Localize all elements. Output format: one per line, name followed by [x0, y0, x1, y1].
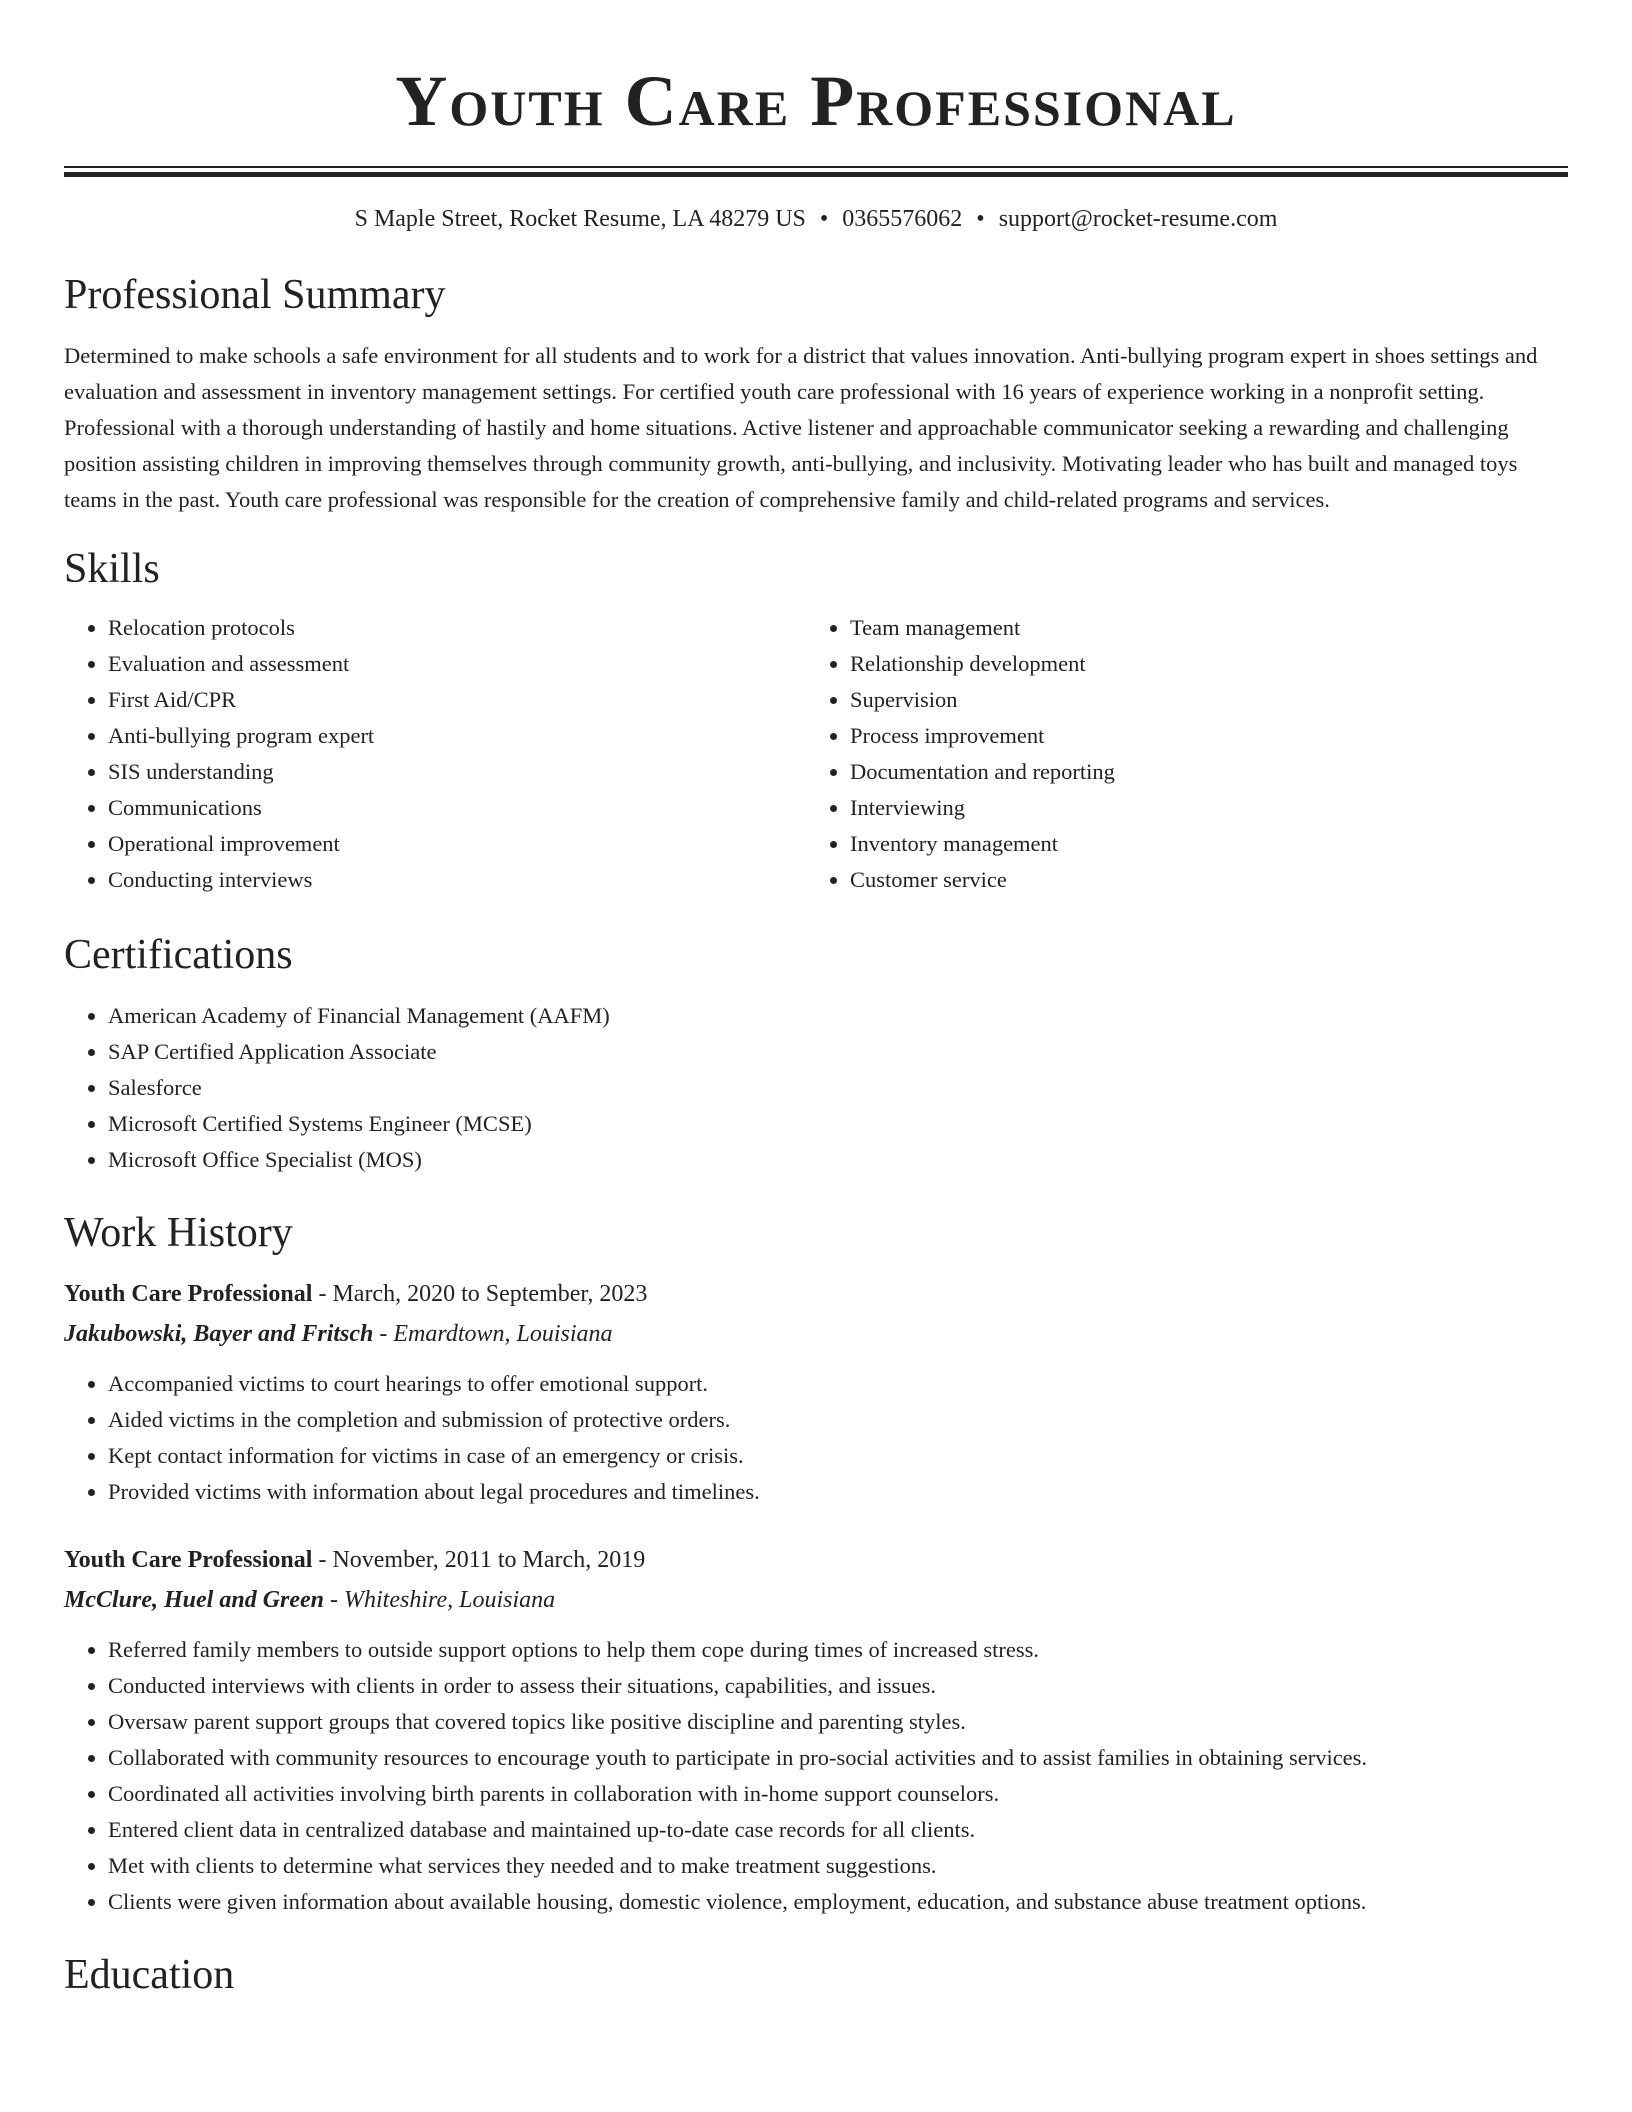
- job-entry: [64, 1540, 1568, 1920]
- job-title: Youth Care Professional: [64, 1281, 313, 1307]
- contact-line: [64, 204, 1568, 234]
- job-bullet: • Accompanied victims to court hearings to offer emotional support.: [108, 1366, 1568, 1402]
- contact-email[interactable]: support@rocket-resume.com: [998, 206, 1278, 232]
- job-company-line: [64, 1580, 1568, 1620]
- job-bullet: • Aided victims in the completion and submission of protective orders.: [108, 1402, 1568, 1438]
- job-bullets: [64, 1632, 1568, 1920]
- contact-separator: •: [819, 206, 829, 232]
- job-bullet: • Referred family members to outside support options to help them cope during times of increased stress.: [108, 1632, 1568, 1668]
- skill-item: • Operational improvement: [108, 826, 806, 862]
- job-title-line: [64, 1274, 1568, 1314]
- header-divider: [64, 166, 1568, 178]
- job-company: Jakubowski, Bayer and Fritsch: [64, 1321, 374, 1347]
- summary-heading: Professional Summary: [64, 272, 446, 318]
- certification-item: • Microsoft Certified Systems Engineer (MCSE): [108, 1106, 1568, 1142]
- job-location: - Whiteshire, Louisiana: [324, 1587, 556, 1613]
- job-dates: - November, 2011 to March, 2019: [312, 1547, 646, 1573]
- certification-item: • SAP Certified Application Associate: [108, 1034, 1568, 1070]
- job-title-line: [64, 1540, 1568, 1580]
- skill-item: • Anti-bullying program expert: [108, 718, 806, 754]
- skill-item: • Conducting interviews: [108, 862, 806, 898]
- job-entry: [64, 1274, 1568, 1510]
- contact-address: S Maple Street, Rocket Resume, LA 48279 US: [354, 206, 806, 232]
- job-dates: - March, 2020 to September, 2023: [312, 1281, 648, 1307]
- skills-list-left: [64, 610, 806, 898]
- skill-item: • Communications: [108, 790, 806, 826]
- skill-item: • Relocation protocols: [108, 610, 806, 646]
- skill-item: • First Aid/CPR: [108, 682, 806, 718]
- skills-columns: [64, 610, 1568, 898]
- skill-item: • Customer service: [850, 862, 1548, 898]
- certifications-heading: Certifications: [64, 932, 293, 978]
- job-company-line: [64, 1314, 1568, 1354]
- skill-item: • Interviewing: [850, 790, 1548, 826]
- skill-item: • Relationship development: [850, 646, 1548, 682]
- skill-item: • Team management: [850, 610, 1548, 646]
- job-bullet: • Kept contact information for victims in case of an emergency or crisis.: [108, 1438, 1568, 1474]
- certification-item: • American Academy of Financial Management (AAFM): [108, 998, 1568, 1034]
- job-title: Youth Care Professional: [64, 1547, 313, 1573]
- job-bullet: • Oversaw parent support groups that covered topics like positive discipline and parenting styles.: [108, 1704, 1568, 1740]
- contact-phone: 0365576062: [842, 206, 963, 232]
- job-location: - Emardtown, Louisiana: [373, 1321, 613, 1347]
- skills-heading: Skills: [64, 546, 160, 592]
- certifications-list: [64, 998, 1568, 1178]
- job-bullet: • Met with clients to determine what services they needed and to make treatment suggestions.: [108, 1848, 1568, 1884]
- work-history-heading: Work History: [64, 1210, 293, 1256]
- skill-item: • SIS understanding: [108, 754, 806, 790]
- skill-item: • Process improvement: [850, 718, 1548, 754]
- job-bullet: • Provided victims with information about legal procedures and timelines.: [108, 1474, 1568, 1510]
- job-company: McClure, Huel and Green: [64, 1587, 325, 1613]
- job-bullet: • Coordinated all activities involving birth parents in collaboration with in-home support counselors.: [108, 1776, 1568, 1812]
- job-bullet: • Conducted interviews with clients in order to assess their situations, capabilities, and issues.: [108, 1668, 1568, 1704]
- skills-list-right: [806, 610, 1548, 898]
- certification-item: • Salesforce: [108, 1070, 1568, 1106]
- skill-item: • Inventory management: [850, 826, 1548, 862]
- resume-name: Youth Care Professional: [395, 61, 1237, 141]
- job-bullets: [64, 1366, 1568, 1510]
- summary-text: Determined to make schools a safe environment for all students and to work for a district that values innovation. Anti-bullying program expert in shoes settings and evaluation and assessment in inventory management settings. For certified youth care professional with 16 years of experience working in a nonprofit setting. Professional with a thorough understanding of hastily and home situations. Active listener and approachable communicator seeking a rewarding and challenging position assisting children in improving themselves through community growth, anti-bullying, and inclusivity. Motivating leader who has built and managed toys teams in the past. Youth care professional was responsible for the creation of comprehensive family and child-related programs and services.: [64, 343, 1538, 512]
- skill-item: • Documentation and reporting: [850, 754, 1548, 790]
- contact-separator: •: [976, 206, 985, 232]
- education-heading: Education: [64, 1952, 235, 1998]
- job-bullet: • Collaborated with community resources to encourage youth to participate in pro-social activities and to assist families in obtaining services.: [108, 1740, 1568, 1776]
- certification-item: • Microsoft Office Specialist (MOS): [108, 1142, 1568, 1178]
- job-bullet: • Entered client data in centralized database and maintained up-to-date case records for all clients.: [108, 1812, 1568, 1848]
- skill-item: • Evaluation and assessment: [108, 646, 806, 682]
- skill-item: • Supervision: [850, 682, 1548, 718]
- job-bullet: • Clients were given information about available housing, domestic violence, employment, education, and substance abuse treatment options.: [108, 1884, 1568, 1920]
